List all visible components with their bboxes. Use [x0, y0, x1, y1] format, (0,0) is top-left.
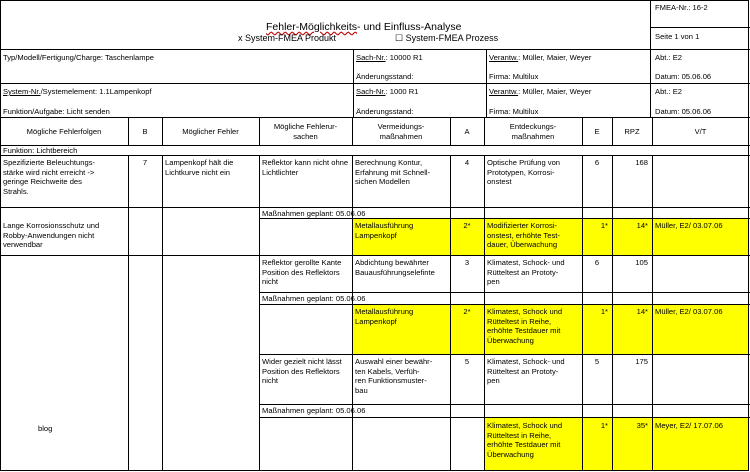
col-header-b: B: [142, 127, 148, 136]
page-number: Seite 1 von 1: [655, 32, 700, 41]
title-part2: - und Einfluss-Analyse: [357, 21, 462, 33]
r3-entdeckung: Klimatest, Schock- und Rütteltest an Prototy- pen: [487, 258, 565, 287]
fmea-number: FMEA-Nr.: 16-2: [655, 3, 708, 12]
sach-nr-2-value: : 1000 R1: [385, 87, 419, 96]
responsible-1-key: Verantw.: [489, 53, 519, 62]
sach-nr-1: [356, 53, 423, 63]
measures-planned-2: Maßnahmen geplant: 05.06.06: [262, 294, 366, 303]
r6-e: 1*: [600, 421, 608, 430]
responsible-1-value: : Müller, Maier, Weyer: [518, 53, 592, 62]
r3-rpz: 105: [635, 258, 648, 267]
r4-entdeckung: Klimatest, Schock und Rütteltest in Reihe, erhöhte Testdauer mit Überwachung: [487, 307, 563, 345]
function-task: Funktion/Aufgabe: Licht senden: [3, 107, 110, 116]
date-2: Datum: 05.06.06: [655, 107, 712, 116]
r3-a: 3: [464, 258, 470, 267]
responsible-1: [489, 53, 591, 63]
document-title: [266, 9, 462, 33]
r6-vt: Meyer, E2/ 17.07.06: [655, 421, 723, 430]
responsible-2: [489, 87, 591, 97]
measures-planned-3: Maßnahmen geplant: 05.06.06: [262, 406, 366, 415]
responsible-2-value: : Müller, Maier, Weyer: [518, 87, 592, 96]
r1-a: 4: [464, 158, 470, 167]
sach-nr-2-key: Sach-Nr.: [356, 87, 386, 96]
measures-planned-1: Maßnahmen geplant: 05.06.06: [262, 209, 366, 218]
r6-fehlerfolgen: blog: [38, 424, 53, 433]
change-status-2: Änderungsstand:: [356, 107, 414, 116]
r5-ursachen: Wider gezielt nicht lässt Position des Reflektors nicht: [262, 357, 342, 386]
r2-rpz: 14*: [636, 221, 648, 230]
section-label: Funktion: Lichtbereich: [3, 146, 78, 155]
r1-fehler: Lampenkopf hält die Lichtkurve nicht ein: [165, 158, 234, 177]
r1-e: 6: [594, 158, 600, 167]
r4-vt: Müller, E2/ 03.07.06: [655, 307, 723, 316]
r4-a: 2*: [463, 307, 471, 316]
system-key: System-Nr.: [3, 87, 41, 96]
responsible-2-key: Verantw.: [489, 87, 519, 96]
r5-rpz: 175: [635, 357, 648, 366]
system-value: /Systemelement: 1.1Lampenkopf: [40, 87, 152, 96]
r1-rpz: 168: [635, 158, 648, 167]
col-header-vermeidung: Vermeidungs- maßnahmen: [377, 122, 425, 141]
r5-e: 5: [594, 357, 600, 366]
col-header-fehler: Möglicher Fehler: [182, 127, 239, 136]
change-status-1: Änderungsstand:: [356, 72, 414, 81]
product-option: x System-FMEA Produkt: [238, 33, 337, 43]
r1-fehlerfolgen: Spezifizierte Beleuchtungs- stärke wird nicht erreicht -> geringe Reichweite des Strahls.: [3, 158, 96, 196]
sach-nr-2: [356, 87, 418, 97]
r2-e: 1*: [600, 221, 608, 230]
company-2: Firma: Multilux: [489, 107, 539, 116]
company-1: Firma: Multilux: [489, 72, 539, 81]
col-header-a: A: [464, 127, 470, 136]
r1-entdeckung: Optische Prüfung von Prototypen, Korrosi- onstest: [487, 158, 561, 187]
col-header-e: E: [594, 127, 600, 136]
col-header-folgen: Mögliche Fehlerfolgen: [26, 127, 102, 136]
department-1: Abt.: E2: [655, 53, 683, 62]
type-model-label: Typ/Modell/Fertigung/Charge: Taschenlampe: [3, 53, 154, 62]
system-element: [3, 87, 152, 97]
title-part1: Fehler-Möglichkeits: [266, 21, 358, 33]
r2-vt: Müller, E2/ 03.07.06: [655, 221, 723, 230]
r1-vermeidung: Berechnung Kontur, Erfahrung mit Schnell- sichen Modellen: [355, 158, 431, 187]
r4-rpz: 14*: [636, 307, 648, 316]
r2-fehlerfolgen: Lange Korrosionsschutz und Robby-Anwendungen nicht verwendbar: [3, 221, 100, 250]
r6-rpz: 35*: [636, 421, 648, 430]
date-1: Datum: 05.06.06: [655, 72, 712, 81]
department-2: Abt.: E2: [655, 87, 683, 96]
r4-vermeidung: Metallausführung Lampenkopf: [355, 307, 414, 326]
r2-vermeidung: Metallausführung Lampenkopf: [355, 221, 414, 240]
r3-ursachen: Reflektor gerollte Kante Position des Reflektors nicht: [262, 258, 342, 287]
col-header-entdeckung: Entdeckungs- maßnahmen: [509, 122, 557, 141]
col-header-vt: V/T: [694, 127, 707, 136]
r5-vermeidung: Auswahl einer bewähr- ten Kabels, Verfüh- ren Funktionsmuster- bau: [355, 357, 433, 395]
process-option: ☐ System-FMEA Prozess: [395, 33, 499, 43]
sach-nr-1-value: : 10000 R1: [385, 53, 423, 62]
r3-vermeidung: Abdichtung bewährter Bauausführungselefinte: [355, 258, 435, 277]
sach-nr-1-key: Sach-Nr.: [356, 53, 386, 62]
col-header-ursachen: Mögliche Fehlerur- sachen: [273, 122, 338, 141]
r1-ursachen: Reflektor kann nicht ohne Lichtlichter: [262, 158, 349, 177]
r5-a: 5: [464, 357, 470, 366]
r2-entdeckung: Modifizierter Korrosi- onstest, erhöhte Test- dauer, Überwachung: [487, 221, 560, 250]
r2-a: 2*: [463, 221, 471, 230]
r6-entdeckung: Klimatest, Schock und Rütteltest in Reihe, erhöhte Testdauer mit Überwachung: [487, 421, 563, 459]
col-header-rpz: RPZ: [624, 127, 640, 136]
r3-e: 6: [594, 258, 600, 267]
r5-entdeckung: Klimatest, Schock- und Rütteltest an Prototy- pen: [487, 357, 565, 386]
r1-b: 7: [142, 158, 148, 167]
r4-e: 1*: [600, 307, 608, 316]
